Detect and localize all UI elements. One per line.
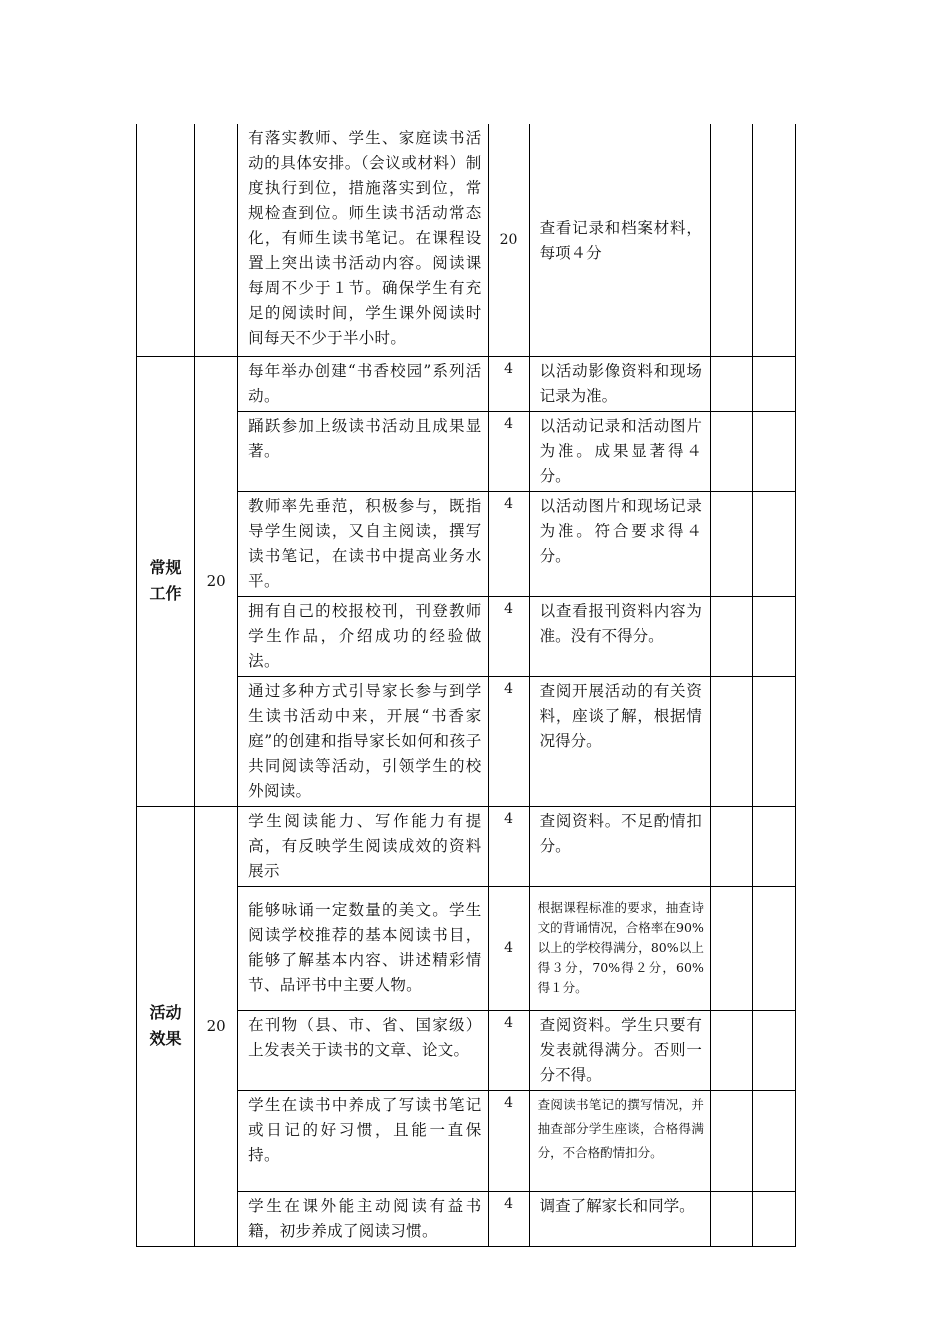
criterion-text: 每年举办创建“书香校园”系列活动。	[238, 356, 488, 411]
final-score-cell	[752, 886, 795, 1010]
evaluation-table	[136, 124, 796, 1247]
self-score-cell	[710, 1010, 752, 1090]
final-score-cell	[752, 1010, 795, 1090]
evaluation-method: 以活动影像资料和现场记录为准。	[529, 356, 710, 411]
criterion-text: 能够咏诵一定数量的美文。学生阅读学校推荐的基本阅读书目，能够了解基本内容、讲述精彩情节、品评书中主要人物。	[238, 886, 488, 1010]
evaluation-method: 调查了解家长和同学。	[529, 1191, 710, 1246]
criterion-points: 20	[488, 124, 529, 356]
criterion-points: 4	[488, 356, 529, 411]
table-row	[137, 124, 796, 356]
criterion-text: 拥有自己的校报校刊，刊登教师学生作品，介绍成功的经验做法。	[238, 596, 488, 676]
evaluation-method: 查看记录和档案材料，每项４分	[529, 124, 710, 356]
evaluation-method: 根据课程标准的要求，抽查诗文的背诵情况，合格率在90%以上的学校得满分，80%以上得３分，70%得２分，60%得１分。	[529, 886, 710, 1010]
self-score-cell	[710, 491, 752, 596]
table-row	[137, 806, 796, 886]
evaluation-method: 查阅读书笔记的撰写情况，并抽查部分学生座谈，合格得满分，不合格酌情扣分。	[529, 1090, 710, 1191]
category-score: 20	[195, 356, 238, 806]
criterion-text: 教师率先垂范，积极参与，既指导学生阅读，又自主阅读，撰写读书笔记，在读书中提高业务水平。	[238, 491, 488, 596]
final-score-cell	[752, 596, 795, 676]
evaluation-method: 查阅资料。不足酌情扣分。	[529, 806, 710, 886]
table-row	[137, 356, 796, 411]
criterion-points: 4	[488, 491, 529, 596]
final-score-cell	[752, 356, 795, 411]
category-cell-empty	[137, 124, 195, 356]
category-label: 常规工作	[137, 356, 195, 806]
self-score-cell	[710, 411, 752, 491]
evaluation-method: 以活动图片和现场记录为准。符合要求得４分。	[529, 491, 710, 596]
criterion-points: 4	[488, 806, 529, 886]
self-score-cell	[710, 1191, 752, 1246]
criterion-text: 学生阅读能力、写作能力有提高，有反映学生阅读成效的资料展示	[238, 806, 488, 886]
self-score-cell	[710, 596, 752, 676]
criterion-text: 学生在读书中养成了写读书笔记或日记的好习惯，且能一直保持。	[238, 1090, 488, 1191]
self-score-cell	[710, 356, 752, 411]
self-score-cell	[710, 886, 752, 1010]
criterion-text: 有落实教师、学生、家庭读书活动的具体安排。（会议或材料）制度执行到位，措施落实到位，常规检查到位。师生读书活动常态化，有师生读书笔记。在课程设置上突出读书活动内容。阅读课每周不少于１节。确保学生有充足的阅读时间，学生课外阅读时间每天不少于半小时。	[238, 124, 488, 356]
criterion-points: 4	[488, 1010, 529, 1090]
self-score-cell	[710, 806, 752, 886]
final-score-cell	[752, 1090, 795, 1191]
criterion-points: 4	[488, 1090, 529, 1191]
criterion-points: 4	[488, 886, 529, 1010]
evaluation-method: 查阅资料。学生只要有发表就得满分。否则一分不得。	[529, 1010, 710, 1090]
final-score-cell	[752, 1191, 795, 1246]
criterion-text: 在刊物（县、市、省、国家级）上发表关于读书的文章、论文。	[238, 1010, 488, 1090]
evaluation-method: 以活动记录和活动图片为准。成果显著得４分。	[529, 411, 710, 491]
category-score: 20	[195, 806, 238, 1246]
criterion-points: 4	[488, 596, 529, 676]
criterion-text: 学生在课外能主动阅读有益书籍，初步养成了阅读习惯。	[238, 1191, 488, 1246]
final-score-cell	[752, 806, 795, 886]
criterion-points: 4	[488, 1191, 529, 1246]
self-score-cell	[710, 1090, 752, 1191]
category-label: 活动效果	[137, 806, 195, 1246]
self-score-cell	[710, 676, 752, 806]
final-score-cell	[752, 491, 795, 596]
score-cell-empty	[195, 124, 238, 356]
criterion-points: 4	[488, 411, 529, 491]
evaluation-method: 查阅开展活动的有关资料，座谈了解，根据情况得分。	[529, 676, 710, 806]
final-score-cell	[752, 676, 795, 806]
criterion-text: 通过多种方式引导家长参与到学生读书活动中来，开展“书香家庭”的创建和指导家长如何和孩子共同阅读等活动，引领学生的校外阅读。	[238, 676, 488, 806]
self-score-cell	[710, 124, 752, 356]
evaluation-method: 以查看报刊资料内容为准。没有不得分。	[529, 596, 710, 676]
final-score-cell	[752, 411, 795, 491]
final-score-cell	[752, 124, 795, 356]
criterion-text: 踊跃参加上级读书活动且成果显著。	[238, 411, 488, 491]
criterion-points: 4	[488, 676, 529, 806]
